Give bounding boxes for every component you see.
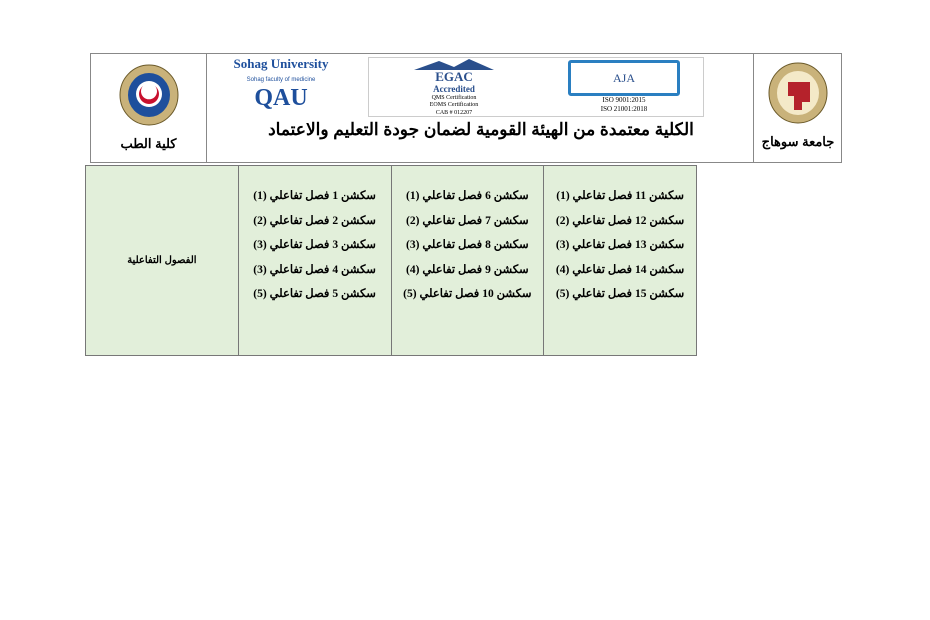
divider: [206, 54, 207, 162]
table-column: [391, 166, 544, 355]
list-item: سكشن 11 فصل تفاعلي (1): [556, 190, 684, 202]
list-item: سكشن 14 فصل تفاعلي (4): [555, 263, 685, 276]
sohag-university-logo: [768, 62, 828, 124]
faculty-label: كلية الطب: [120, 136, 177, 151]
table-column: [238, 166, 391, 355]
logo-text: Sohag faculty of medicine: [246, 77, 316, 83]
logo-text: QAU: [254, 84, 308, 111]
document-header: [90, 53, 842, 163]
list-item: سكشن 12 فصل تفاعلي (2): [555, 214, 685, 227]
list-item: سكشن 5 فصل تفاعلي (5): [253, 288, 376, 300]
list-item: سكشن 10 فصل تفاعلي (5): [403, 288, 532, 300]
logo-text: AJA: [568, 60, 680, 96]
list-item: سكشن 1 فصل تفاعلي (1): [253, 190, 376, 202]
list-item: سكشن 8 فصل تفاعلي (3): [406, 239, 529, 251]
logo-text: EGAC: [435, 69, 473, 84]
faculty-of-medicine-logo: [119, 64, 179, 126]
table-label-cell: [86, 166, 238, 355]
faculty-logo-cell: [91, 54, 206, 162]
interactive-classes-table: [85, 165, 697, 356]
list-item: سكشن 9 فصل تفاعلي (4): [406, 263, 529, 276]
logo-text: Accredited: [433, 84, 475, 94]
university-logo-cell: [753, 54, 843, 162]
header-title: الكلية معتمدة من الهيئة القومية لضمان جودة التعليم والاعتماد: [268, 120, 694, 139]
logo-text: CAB # 012207: [435, 109, 473, 116]
list-item: سكشن 4 فصل تفاعلي (3): [253, 263, 376, 276]
logo-text: ISO 9001:2015: [602, 96, 646, 104]
university-label: جامعة سوهاج: [761, 134, 835, 149]
logo-text: ISO 21001:2018: [600, 105, 648, 113]
aja-logo: [564, 60, 684, 114]
sohag-qau-logo: [221, 56, 341, 112]
list-item: سكشن 7 فصل تفاعلي (2): [406, 214, 529, 227]
logo-text: EOMS Certification: [429, 102, 479, 108]
egac-logo: [389, 59, 519, 117]
logo-text: QMS Certification: [431, 94, 477, 101]
list-item: سكشن 2 فصل تفاعلي (2): [253, 214, 376, 227]
logo-text: Sohag University: [233, 56, 329, 71]
list-item: سكشن 15 فصل تفاعلي (5): [555, 288, 685, 300]
table-label: الفصول التفاعلية: [127, 255, 197, 266]
table-column: [543, 166, 696, 355]
list-item: سكشن 13 فصل تفاعلي (3): [555, 239, 685, 251]
list-item: سكشن 6 فصل تفاعلي (1): [406, 190, 529, 202]
accreditation-logos: [368, 57, 704, 117]
list-item: سكشن 3 فصل تفاعلي (3): [253, 239, 376, 251]
